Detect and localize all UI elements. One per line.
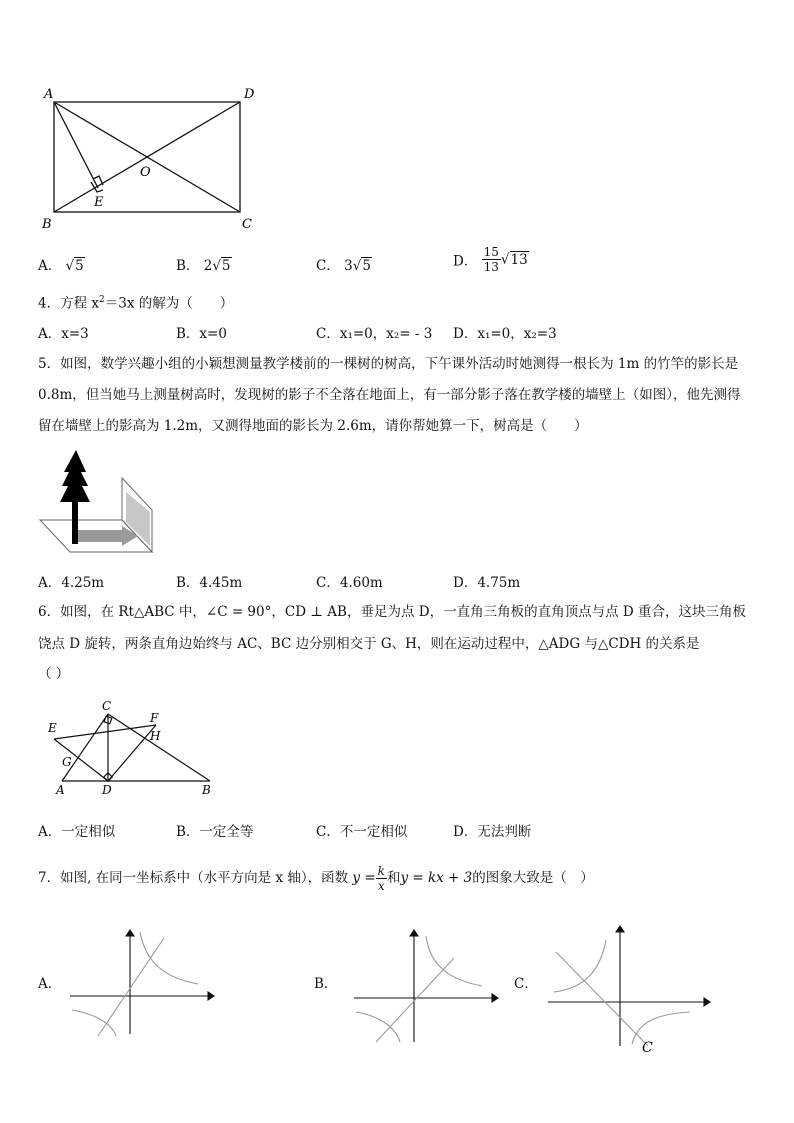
label-c: C	[242, 217, 252, 232]
x-axis-arrow-icon	[208, 992, 214, 1000]
q4-stem: 4．方程 $x^2=3x$ 的解为（ ）	[38, 295, 234, 312]
q5-option-c[interactable]: C．4.60m	[316, 575, 383, 591]
q5-stem-line3: 留在墙壁上的影高为 1.2m，又测得地面的影长为 2.6m，请你帮她算一下，树高是（ ）	[38, 418, 588, 434]
q6-triangle-figure	[44, 696, 224, 800]
label-b: B	[42, 217, 52, 232]
q7-stem: 7．如图, 在同一坐标系中（水平方向是 x 轴），函数 y = $\frac{k}{x}$ 和y = kx + 3的图象大致是（ ）	[38, 864, 594, 893]
q7-graph-c[interactable]	[544, 922, 714, 1056]
q3-rectangle-figure	[36, 82, 266, 242]
q3-option-a[interactable]: A． √5	[38, 258, 84, 274]
x-axis-arrow-icon	[704, 998, 710, 1006]
cut-off-label: C	[642, 1040, 653, 1056]
x-axis-arrow-icon	[492, 994, 498, 1002]
q5-stem-line2: 0.8m，但当她马上测量树高时，发现树的影子不全落在地面上，有一部分影子落在教学楼的墙壁上（如图），他先测得	[38, 387, 741, 403]
label-h: H	[150, 729, 161, 743]
q6-stem-line3: （ ）	[38, 666, 70, 682]
q4-option-d[interactable]: D．x₁=0，x₂=3	[453, 326, 557, 342]
side-bc	[108, 714, 210, 781]
line-graph	[98, 938, 164, 1036]
q3-option-b[interactable]: B． 2√5	[176, 258, 231, 274]
line-graph	[376, 958, 454, 1042]
q3-option-c[interactable]: C． 3√5	[316, 258, 371, 274]
ruler-edge-df	[108, 725, 156, 781]
label-e: E	[48, 721, 57, 735]
q5-option-d[interactable]: D．4.75m	[453, 575, 521, 591]
hyperbola-q3	[356, 1012, 400, 1042]
q4-option-b[interactable]: B．x=0	[176, 326, 227, 342]
q6-stem-line1: 6．如图，在 Rt△ABC 中，∠C = 90°，CD ⊥ AB，垂足为点 D，一直角三角板的直角顶点与点 D 重合，这块三角板	[38, 604, 746, 620]
q7-option-a-label[interactable]: A．	[38, 976, 62, 992]
q6-option-c[interactable]: C．不一定相似	[316, 824, 408, 840]
sqrt-icon: √	[352, 258, 362, 274]
sqrt-icon: √	[212, 258, 221, 274]
label-o: O	[140, 165, 151, 180]
q7-option-c-label[interactable]: C．	[514, 976, 538, 992]
q6-option-d[interactable]: D．无法判断	[453, 824, 532, 840]
q3-option-d[interactable]: D． $\frac{15}{13}$ √13	[453, 245, 528, 274]
line-graph	[556, 952, 648, 1046]
q5-tree-shadow-figure	[38, 448, 158, 556]
sqrt-icon: √	[65, 258, 75, 274]
label-f: F	[150, 711, 159, 725]
y-axis-arrow-icon	[126, 930, 134, 936]
y-axis-arrow-icon	[616, 926, 624, 932]
q7-graph-a[interactable]	[66, 926, 216, 1038]
q4-option-a[interactable]: A．x=3	[38, 326, 89, 342]
ground-shadow	[76, 526, 138, 546]
q6-option-b[interactable]: B．一定全等	[176, 824, 254, 840]
label-g: G	[62, 755, 72, 769]
fraction-k-over-x: $\frac{k}{x}$	[377, 864, 385, 893]
q6-stem-line2: 饶点 D 旋转，两条直角边始终与 AC、BC 边分别相交于 G、H，则在运动过程中，△ADG 与△CDH 的关系是	[38, 636, 700, 652]
label-d: D	[102, 783, 112, 797]
sqrt-icon: √	[500, 251, 510, 268]
label-e: E	[94, 195, 104, 210]
label-a: A	[56, 783, 65, 797]
q6-option-a[interactable]: A．一定相似	[38, 824, 116, 840]
label-b: B	[202, 783, 211, 797]
q5-option-b[interactable]: B．4.45m	[176, 575, 243, 591]
q7-graph-b[interactable]	[350, 926, 500, 1044]
y-axis-arrow-icon	[410, 930, 418, 936]
q5-stem-line1: 5．如图，数学兴趣小组的小颖想测量教学楼前的一棵树的树高，下午课外活动时她测得一根长为 1m 的竹竿的影长是	[38, 356, 739, 372]
label-a: A	[44, 87, 54, 102]
fraction: $\frac{15}{13}$	[483, 245, 499, 274]
side-ac	[62, 714, 108, 781]
label-d: D	[244, 87, 255, 102]
ruler-edge-ef	[54, 725, 156, 739]
q7-option-b-label[interactable]: B．	[314, 976, 338, 992]
q5-option-a[interactable]: A．4.25m	[38, 575, 105, 591]
label-c: C	[102, 699, 112, 713]
hyperbola-q1	[140, 932, 198, 984]
hyperbola-q3	[72, 1010, 116, 1036]
q4-option-c[interactable]: C．x₁=0，x₂= - 3	[316, 326, 433, 342]
tree-icon	[60, 450, 90, 544]
hyperbola-q2	[554, 940, 606, 992]
